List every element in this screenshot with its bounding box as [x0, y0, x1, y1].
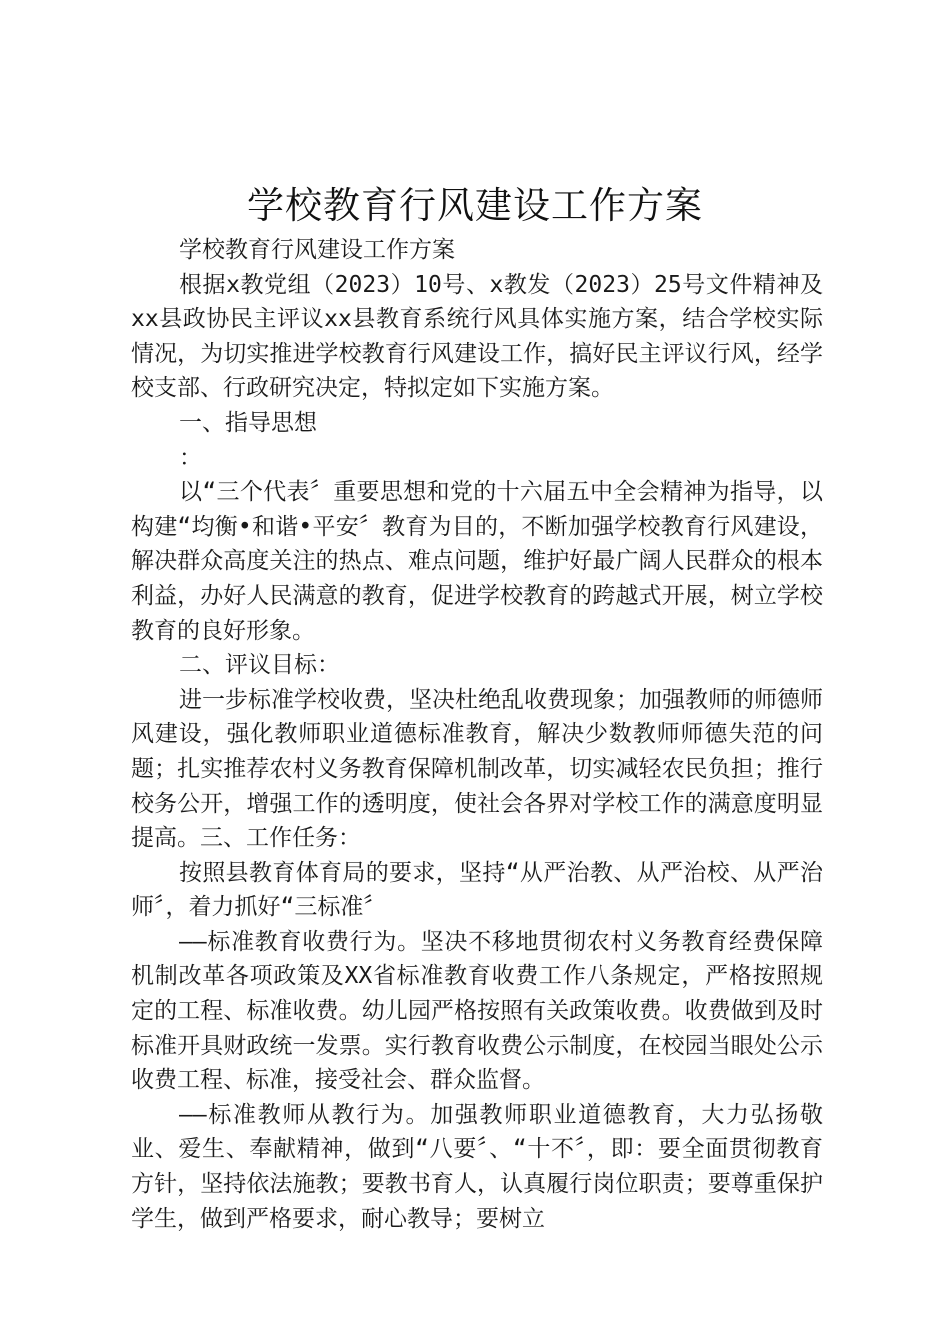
paragraph-requirements: 按照县教育体育局的要求，坚持“从严治教、从严治校、从严治师〞，着力抓好“三标准〞 [131, 859, 823, 921]
paragraph-intro: 根据x教党组（2023）10号、x教发（2023）25号文件精神及xx县政协民主评议xx县教育系统行风具体实施方案，结合学校实际情况，为切实推进学校教育行风建设工作，搞好民主评议行风，经学校支部、行政研究决定，特拟定如下实施方案。 [131, 271, 823, 402]
paragraph-colon: ： [179, 444, 202, 471]
document-body [131, 233, 823, 1236]
document-title: 学校教育行风建设工作方案 [247, 184, 703, 227]
heading-guiding-ideology: 一、指导思想 [179, 409, 317, 436]
paragraph-evaluation-goals: 进一步标准学校收费，坚决杜绝乱收费现象；加强教师的师德师风建设，强化教师职业道德标准教育，解决少数教师师德失范的问题；扎实推荐农村义务教育保障机制改革，切实减轻农民负担；推行校务公开，增强工作的透明度，使社会各界对学校工作的满意度明显提高。三、工作任务： [131, 686, 823, 852]
paragraph-teacher-conduct: ——标准教师从教行为。加强教师职业道德教育，大力弘扬敬业、爱生、奉献精神，做到“八要〞、“十不〞，即：要全面贯彻教育方针，坚持依法施教；要教书育人，认真履行岗位职责；要尊重保护学生，做到严格要求，耐心教导；要树立 [131, 1101, 823, 1232]
paragraph-subtitle: 学校教育行风建设工作方案 [179, 237, 455, 263]
paragraph-fee-standards: ——标准教育收费行为。坚决不移地贯彻农村义务教育经费保障机制改革各项政策及XX省标准教育收费工作八条规定，严格按照规定的工程、标准收费。幼儿园严格按照有关政策收费。收费做到及时标准开具财政统一发票。实行教育收费公示制度，在校园当眼处公示收费工程、标准，接受社会、群众监督。 [131, 928, 823, 1094]
heading-evaluation-goals: 二、评议目标： [179, 652, 340, 679]
paragraph-guiding-ideology: 以“三个代表〞重要思想和党的十六届五中全会精神为指导，以构建“均衡•和谐•平安〞教育为目的，不断加强学校教育行风建设，解决群众高度关注的热点、难点问题，维护好最广阔人民群众的根本利益，办好人民满意的教育，促进学校教育的跨越式开展，树立学校教育的良好形象。 [131, 479, 823, 644]
